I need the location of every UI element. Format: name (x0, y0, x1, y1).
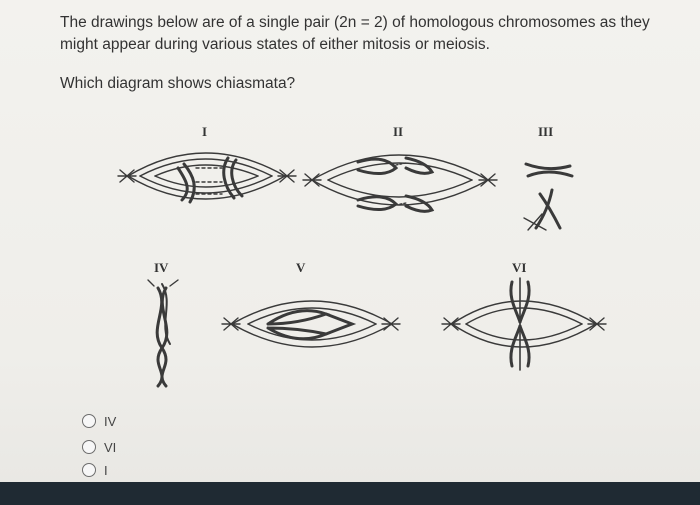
radio-button[interactable] (82, 414, 96, 428)
label-III: III (538, 124, 554, 139)
label-IV: IV (154, 260, 169, 275)
bottom-bar (0, 482, 700, 505)
chromosome-figure (100, 118, 620, 388)
label-I: I (202, 124, 208, 139)
option-label: I (104, 462, 108, 478)
diagram-I (118, 153, 296, 202)
label-V: V (296, 260, 306, 275)
diagrams-svg (100, 118, 620, 388)
answer-options (82, 408, 116, 480)
option-I[interactable] (82, 460, 116, 480)
diagram-VI (442, 278, 606, 370)
diagram-V (222, 301, 400, 347)
question-prompt: Which diagram shows chiasmata? (60, 75, 296, 92)
diagram-IV (148, 280, 178, 386)
diagram-II (303, 155, 497, 211)
label-II: II (393, 124, 404, 139)
option-label: VI (104, 439, 117, 455)
option-IV[interactable] (82, 408, 116, 434)
option-label: IV (104, 413, 117, 429)
radio-button[interactable] (82, 463, 96, 477)
radio-button[interactable] (82, 440, 96, 454)
diagram-III (524, 164, 572, 230)
option-VI[interactable] (82, 434, 116, 460)
label-VI: VI (512, 260, 527, 275)
question-text: The drawings below are of a single pair (2n = 2) of homologous chromosomes as they might appear during various states of either mitosis or meiosis. (60, 14, 650, 53)
